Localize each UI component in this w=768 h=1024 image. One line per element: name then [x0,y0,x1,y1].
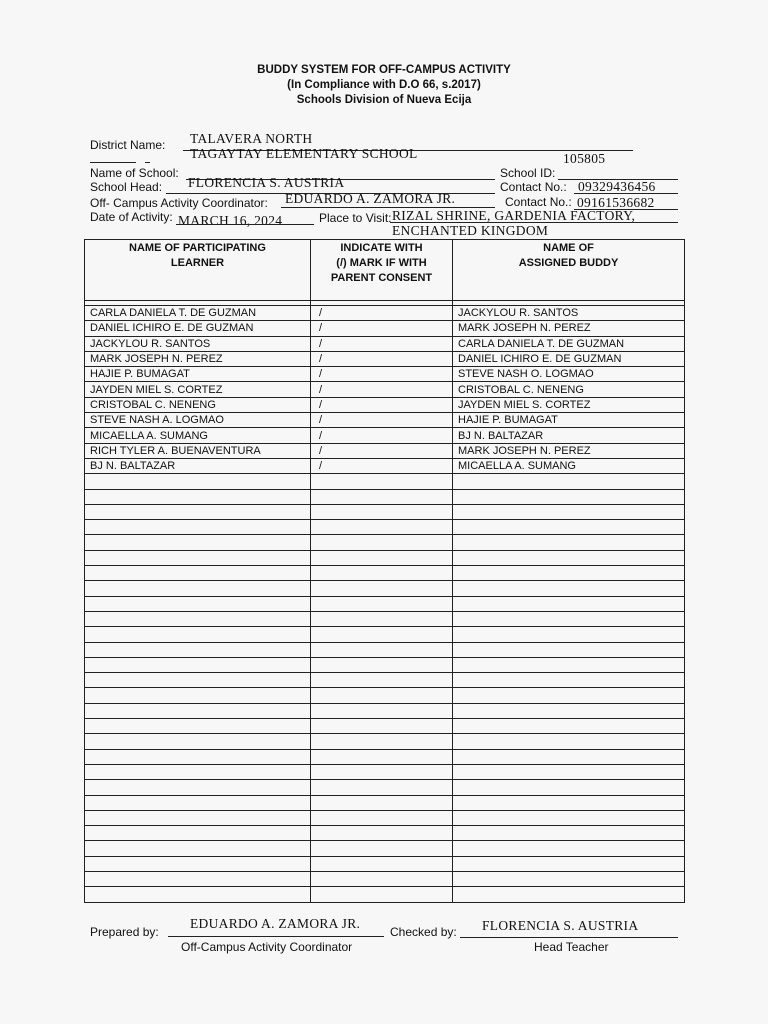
empty-cell [453,673,685,688]
consent-column-header [311,240,453,301]
blank-underline-short [145,162,150,163]
empty-table-row [85,673,685,688]
empty-cell [311,566,453,581]
empty-cell [85,719,311,734]
empty-table-row [85,856,685,871]
empty-cell [311,535,453,550]
empty-cell [85,504,311,519]
empty-cell [311,673,453,688]
form-title: BUDDY SYSTEM FOR OFF-CAMPUS ACTIVITY [257,64,511,76]
buddy-cell: CARLA DANIELA T. DE GUZMAN [453,336,685,351]
empty-table-row [85,550,685,565]
empty-cell [311,780,453,795]
empty-cell [453,795,685,810]
empty-cell [85,841,311,856]
consent-cell: / [311,321,453,336]
empty-cell [311,734,453,749]
table-body [85,301,685,903]
consent-cell: / [311,306,453,321]
learner-cell: DANIEL ICHIRO E. DE GUZMAN [85,321,311,336]
empty-table-row [85,581,685,596]
buddy-header-line1: NAME OF [543,242,594,254]
buddy-cell: BJ N. BALTAZAR [453,428,685,443]
empty-cell [311,657,453,672]
consent-cell: / [311,367,453,382]
empty-cell [85,810,311,825]
empty-cell [311,887,453,902]
table-row [85,382,685,397]
empty-table-row [85,535,685,550]
learner-cell: MARK JOSEPH N. PEREZ [85,351,311,366]
consent-cell: / [311,443,453,458]
empty-cell [85,780,311,795]
empty-cell [453,504,685,519]
buddy-cell: DANIEL ICHIRO E. DE GUZMAN [453,351,685,366]
learner-cell: CARLA DANIELA T. DE GUZMAN [85,306,311,321]
empty-cell [453,642,685,657]
empty-table-row [85,795,685,810]
empty-cell [311,810,453,825]
buddy-cell: JAYDEN MIEL S. CORTEZ [453,397,685,412]
coordinator-label: Off- Campus Activity Coordinator: [90,196,268,210]
table-row [85,428,685,443]
empty-cell [453,780,685,795]
compliance-note: (In Compliance with D.O 66, s.2017) [287,79,481,91]
empty-cell [311,642,453,657]
table-header-row [85,240,685,301]
district-label: District Name: [90,138,166,152]
checked-title: Head Teacher [534,940,609,954]
empty-table-row [85,596,685,611]
empty-cell [453,657,685,672]
empty-cell [85,764,311,779]
school-label: Name of School: [90,166,179,180]
empty-cell [85,673,311,688]
empty-cell [311,841,453,856]
empty-cell [453,535,685,550]
empty-table-row [85,703,685,718]
empty-cell [311,611,453,626]
prepared-title: Off-Campus Activity Coordinator [181,940,353,954]
buddy-header-line2: ASSIGNED BUDDY [518,257,619,269]
head-value: FLORENCIA S. AUSTRIA [188,175,345,190]
empty-cell [453,887,685,902]
school-value: TAGAYTAY ELEMENTARY SCHOOL [190,146,418,161]
empty-table-row [85,810,685,825]
empty-cell [311,596,453,611]
empty-cell [311,719,453,734]
prepared-name: EDUARDO A. ZAMORA JR. [190,916,361,931]
learner-header-line2: LEARNER [170,257,225,269]
empty-cell [85,887,311,902]
prepared-label: Prepared by: [90,925,159,939]
prepared-underline [168,936,384,937]
empty-cell [311,703,453,718]
empty-table-row [85,826,685,841]
empty-cell [311,627,453,642]
empty-table-row [85,489,685,504]
empty-cell [311,871,453,886]
consent-cell: / [311,413,453,428]
school-id-value: 105805 [563,151,606,166]
empty-table-row [85,657,685,672]
empty-cell [453,550,685,565]
empty-cell [85,474,311,489]
buddy-cell: CRISTOBAL C. NENENG [453,382,685,397]
empty-cell [453,688,685,703]
learner-header-line1: NAME OF PARTICIPATING [129,242,266,254]
empty-cell [85,826,311,841]
empty-cell [311,749,453,764]
empty-cell [85,596,311,611]
buddy-cell: STEVE NASH O. LOGMAO [453,367,685,382]
empty-cell [453,566,685,581]
learner-cell: CRISTOBAL C. NENENG [85,397,311,412]
empty-table-row [85,688,685,703]
empty-cell [85,703,311,718]
empty-cell [85,550,311,565]
empty-cell [453,764,685,779]
learner-cell: STEVE NASH A. LOGMAO [85,413,311,428]
head-label: School Head: [90,180,163,194]
table-row [85,367,685,382]
school-id-label: School ID: [500,166,556,180]
empty-cell [453,826,685,841]
consent-cell: / [311,336,453,351]
checked-label: Checked by: [390,925,457,939]
empty-cell [453,719,685,734]
learner-cell: JACKYLOU R. SANTOS [85,336,311,351]
empty-cell [85,734,311,749]
empty-cell [453,841,685,856]
date-value: MARCH 16, 2024 [178,213,283,228]
empty-table-row [85,520,685,535]
buddy-cell: HAJIE P. BUMAGAT [453,413,685,428]
empty-cell [311,550,453,565]
table-row [85,336,685,351]
empty-cell [85,520,311,535]
empty-cell [453,749,685,764]
table-row [85,397,685,412]
empty-table-row [85,887,685,902]
empty-cell [453,520,685,535]
empty-table-row [85,841,685,856]
table-row [85,413,685,428]
empty-cell [85,856,311,871]
buddy-cell: MICAELLA A. SUMANG [453,458,685,473]
empty-table-row [85,504,685,519]
empty-cell [311,504,453,519]
empty-cell [453,627,685,642]
empty-cell [85,871,311,886]
buddy-cell: MARK JOSEPH N. PEREZ [453,321,685,336]
empty-cell [85,688,311,703]
buddy-cell: MARK JOSEPH N. PEREZ [453,443,685,458]
date-underline [176,224,314,225]
empty-cell [453,474,685,489]
empty-table-row [85,627,685,642]
empty-table-row [85,780,685,795]
empty-cell [453,489,685,504]
date-label: Date of Activity: [90,210,173,224]
learner-cell: JAYDEN MIEL S. CORTEZ [85,382,311,397]
consent-cell: / [311,351,453,366]
consent-header-line1: INDICATE WITH [340,242,423,254]
table-row [85,458,685,473]
empty-cell [85,535,311,550]
empty-cell [311,764,453,779]
empty-cell [85,611,311,626]
contact1-underline [574,193,678,194]
empty-cell [453,596,685,611]
buddy-column-header [453,240,685,301]
place-value-line1: RIZAL SHRINE, GARDENIA FACTORY, [392,208,636,223]
empty-table-row [85,611,685,626]
empty-table-row [85,719,685,734]
empty-cell [85,581,311,596]
checked-name: FLORENCIA S. AUSTRIA [482,918,639,933]
empty-cell [311,474,453,489]
learner-column-header [85,240,311,301]
empty-table-row [85,474,685,489]
consent-header-line2: (/) MARK IF WITH [336,257,427,269]
empty-cell [311,856,453,871]
buddy-cell: JACKYLOU R. SANTOS [453,306,685,321]
empty-cell [453,871,685,886]
empty-cell [311,489,453,504]
table-row [85,351,685,366]
empty-table-row [85,734,685,749]
contact1-label: Contact No.: [500,180,567,194]
place-value-line2: ENCHANTED KINGDOM [392,223,549,238]
learner-cell: HAJIE P. BUMAGAT [85,367,311,382]
empty-table-row [85,749,685,764]
learner-cell: MICAELLA A. SUMANG [85,428,311,443]
empty-cell [85,627,311,642]
table-row [85,321,685,336]
consent-cell: / [311,382,453,397]
contact2-label: Contact No.: [505,195,572,209]
empty-cell [85,657,311,672]
contact1-value: 09329436456 [578,179,656,194]
consent-header-line3: PARENT CONSENT [330,272,433,284]
coordinator-value: EDUARDO A. ZAMORA JR. [285,191,456,206]
division-name: Schools Division of Nueva Ecija [296,94,472,106]
empty-table-row [85,642,685,657]
empty-cell [85,749,311,764]
consent-cell: / [311,458,453,473]
empty-cell [85,642,311,657]
place-label: Place to Visit: [319,211,392,225]
empty-cell [311,581,453,596]
empty-cell [453,856,685,871]
empty-cell [453,703,685,718]
empty-cell [85,489,311,504]
empty-cell [453,810,685,825]
learner-cell: RICH TYLER A. BUENAVENTURA [85,443,311,458]
blank-underline [90,162,136,163]
empty-table-row [85,566,685,581]
checked-underline [460,937,678,938]
empty-cell [311,688,453,703]
empty-cell [311,520,453,535]
empty-cell [311,826,453,841]
empty-cell [85,566,311,581]
empty-cell [453,581,685,596]
empty-cell [453,734,685,749]
learner-cell: BJ N. BALTAZAR [85,458,311,473]
buddy-table [84,239,685,903]
consent-cell: / [311,397,453,412]
empty-cell [453,611,685,626]
empty-cell [311,795,453,810]
consent-cell: / [311,428,453,443]
table-row [85,306,685,321]
empty-table-row [85,764,685,779]
empty-cell [85,795,311,810]
contact2-value: 09161536682 [577,195,655,210]
district-value: TALAVERA NORTH [190,131,313,146]
empty-table-row [85,871,685,886]
table-row [85,443,685,458]
